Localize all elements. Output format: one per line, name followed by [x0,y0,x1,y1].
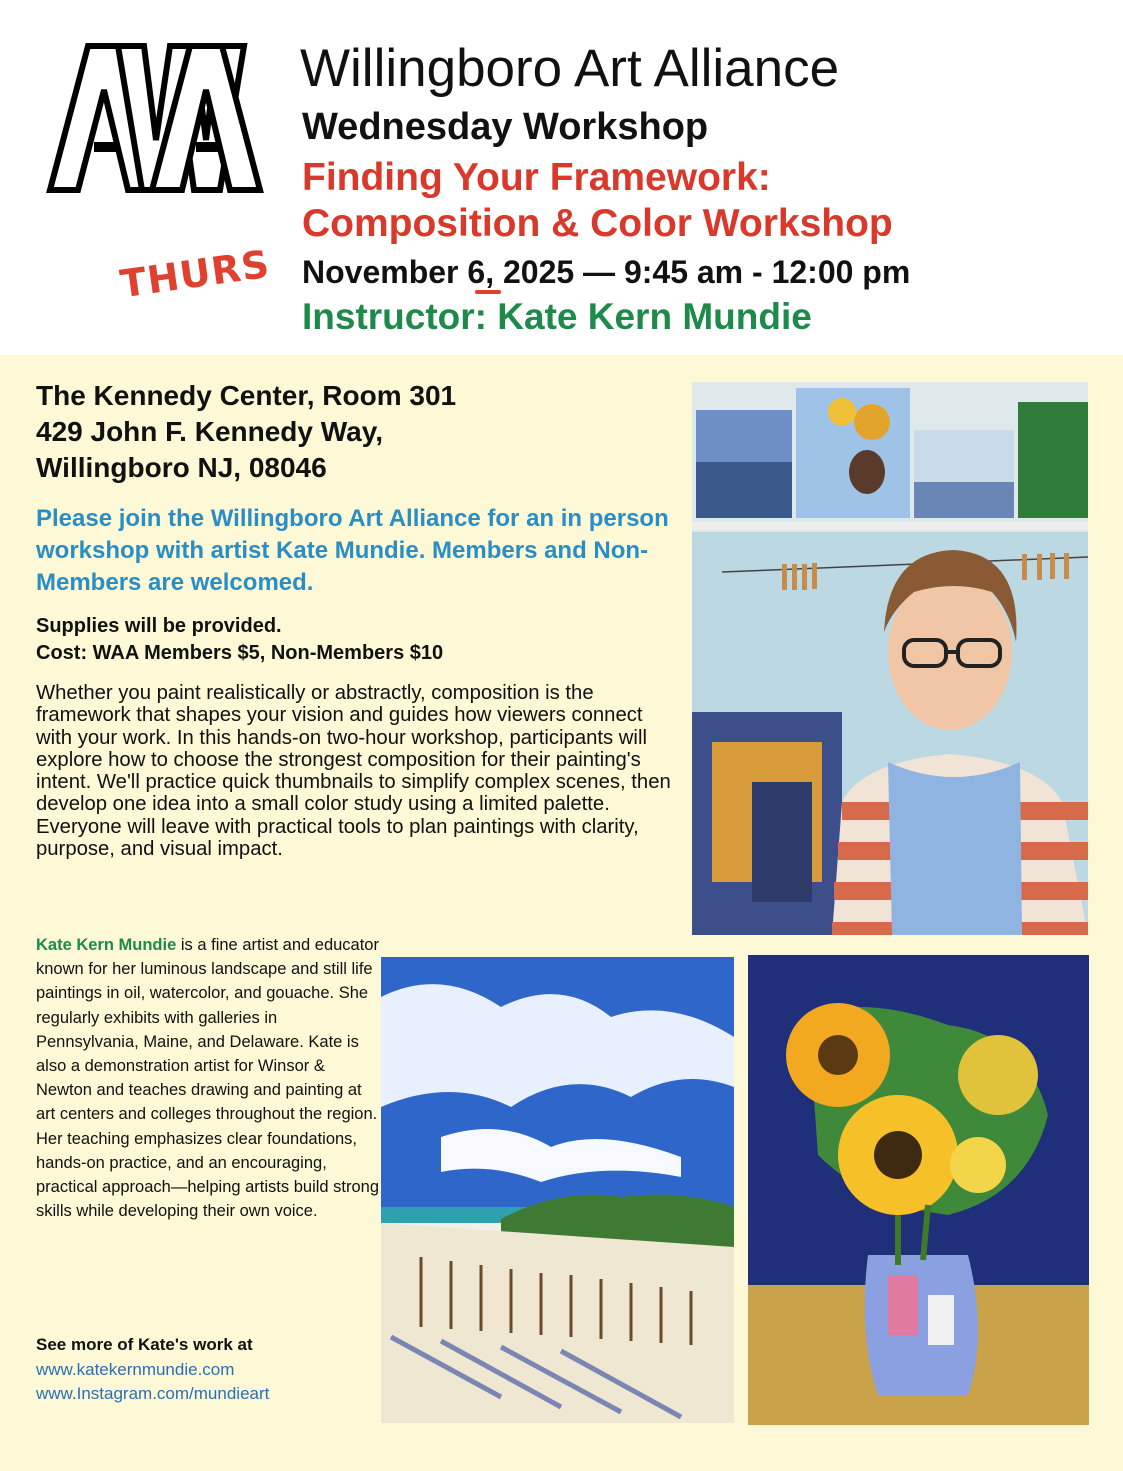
location-line3: Willingboro NJ, 08046 [36,452,327,483]
artist-photo [692,382,1088,935]
workshop-description: Whether you paint realistically or abstractly, composition is the framework that shapes your vision and guides how viewers connect with your work. In this hands-on two-hour workshop, participants will explore how to choose the strongest composition for their painting's intent. We'll practice quick thumbnails to simplify complex scenes, then develop one idea into a small color study using a limited palette. Everyone will leave with practical tools to plan paintings with clarity, purpose, and visual impact. [36,682,671,861]
beach-painting [381,957,734,1423]
bio-text: is a fine artist and educator known for her luminous landscape and still life paintings in oil, watercolor, and gouache. She regularly exhibits with galleries in Pennsylvania, Maine, and Delaware. Kate is also a demonstration artist for Winsor & Newton and teaches drawing and painting at art centers and colleges throughout the region. Her teaching emphasizes clear foundations, hands-on practice, and an encouraging, practical approach—helping artists build strong skills while developing their own voice. [36,936,380,1221]
workshop-series: Wednesday Workshop [302,106,709,148]
org-name: Willingboro Art Alliance [300,39,840,98]
location-line1: The Kennedy Center, Room 301 [36,380,457,411]
date-prefix: November [302,254,468,290]
date-day: 6 [467,254,486,290]
waa-logo [44,40,266,201]
handwritten-day: THURS [117,241,273,307]
website-link[interactable]: www.katekernmundie.com [36,1360,235,1379]
instructor-bio [36,933,381,1223]
header [0,0,1123,355]
supplies-cost [36,613,443,667]
handwritten-underline [475,290,501,294]
instructor: Instructor: Kate Kern Mundie [302,296,812,337]
instagram-link[interactable]: www.Instagram.com/mundieart [36,1384,270,1403]
more-heading: See more of Kate's work at [36,1335,253,1354]
cost-text: Cost: WAA Members $5, Non-Members $10 [36,642,444,664]
workshop-date [302,254,910,291]
workshop-title-line2: Composition & Color Workshop [302,202,893,245]
supplies-text: Supplies will be provided. [36,615,282,637]
invite-text: Please join the Willingboro Art Alliance for an in person workshop with artist Kate Mundie. Members and Non-Members are welcomed. [36,505,669,596]
date-suffix: , 2025 — 9:45 am - 12:00 pm [485,254,911,290]
bio-name: Kate Kern Mundie [36,936,177,954]
sunflower-painting [748,955,1089,1425]
location [36,378,456,486]
workshop-title-line1: Finding Your Framework: [302,156,771,199]
location-line2: 429 John F. Kennedy Way, [36,416,383,447]
